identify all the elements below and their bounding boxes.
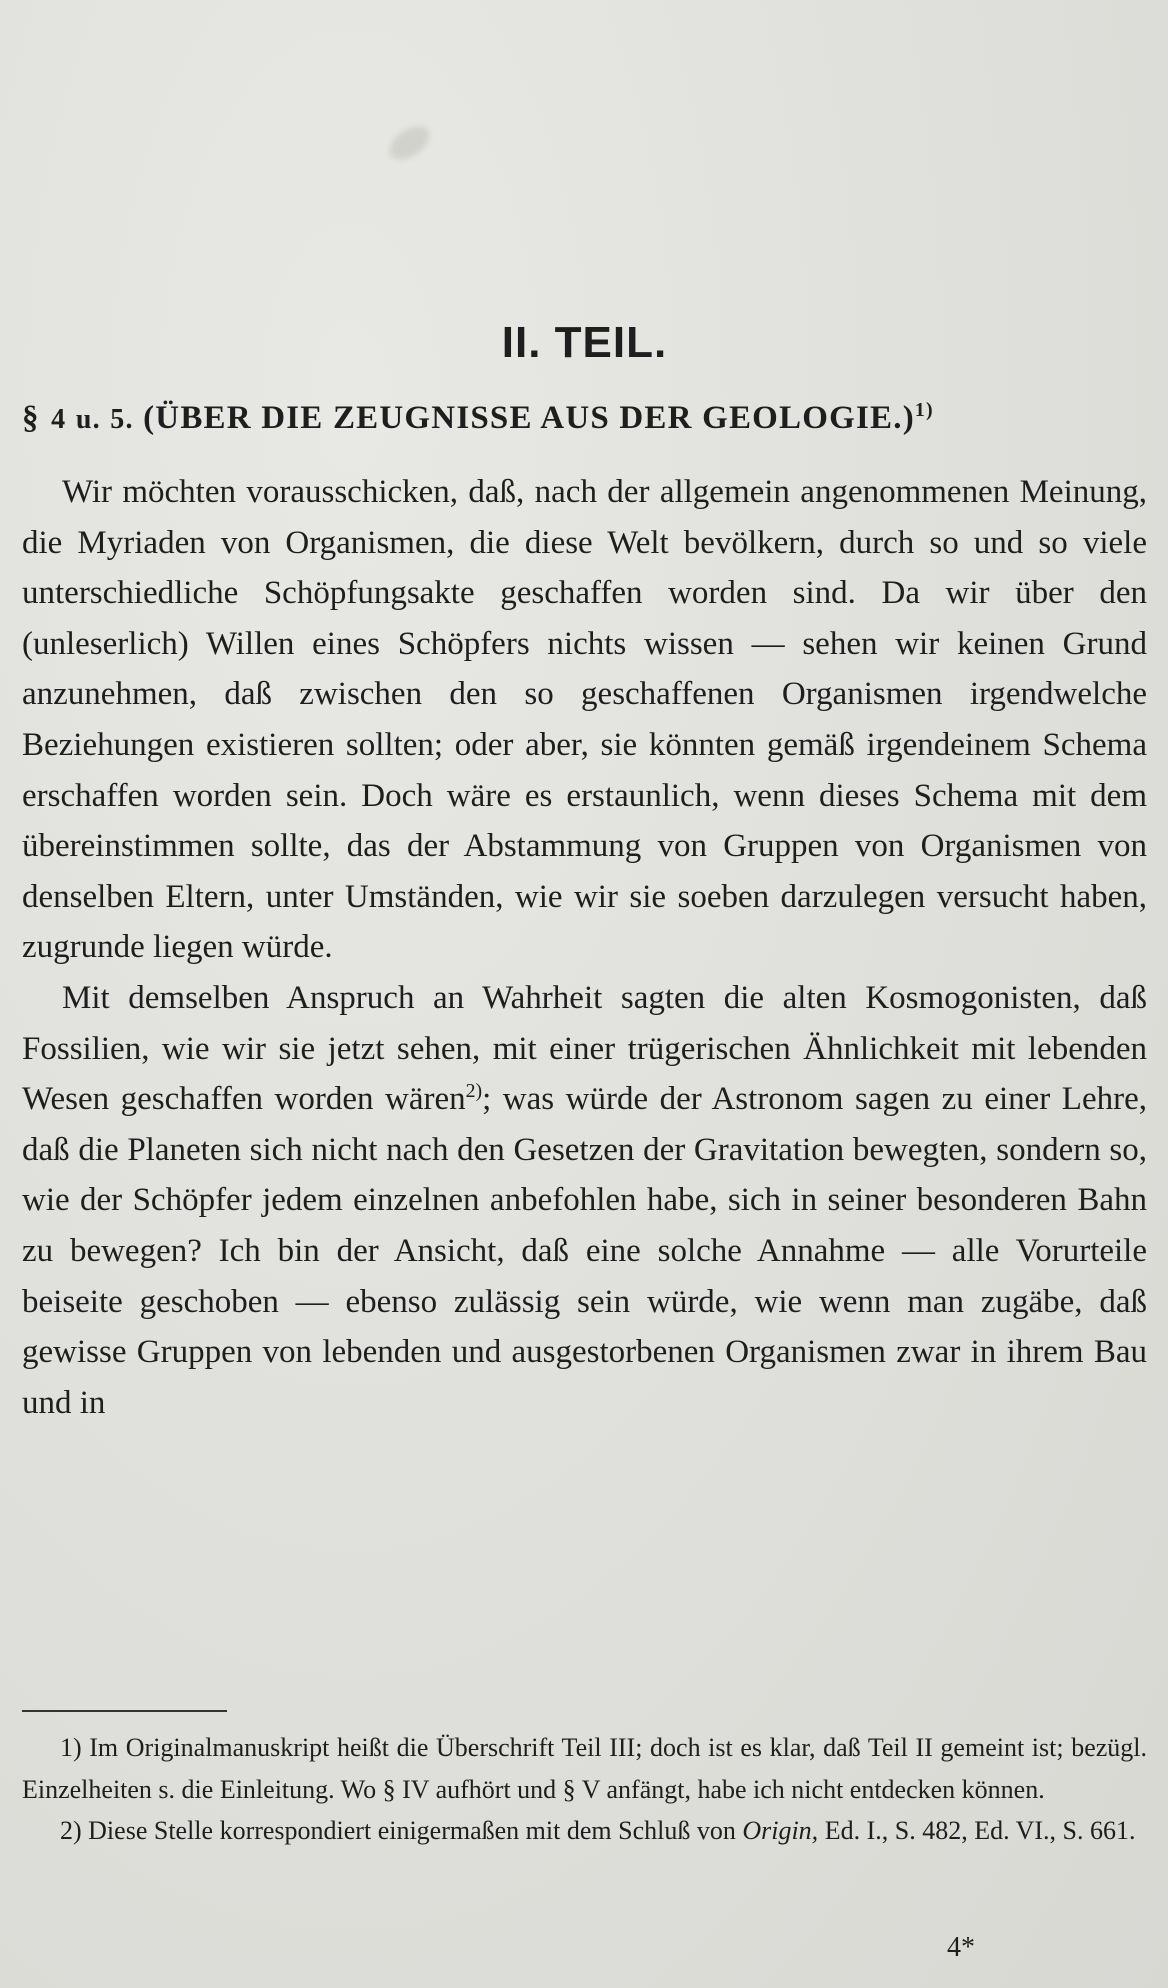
section-title: (ÜBER DIE ZEUGNISSE AUS DER GEOLOGIE.) <box>143 400 915 436</box>
section-symbol: § <box>22 400 40 436</box>
part-title: II. TEIL. <box>501 318 668 367</box>
section-connector: u. <box>75 404 101 435</box>
footnote-divider <box>22 1710 227 1712</box>
section-number: 4 <box>51 404 67 435</box>
section-heading <box>22 400 1147 437</box>
document-page <box>22 0 1147 1988</box>
paper-smudge <box>384 119 436 166</box>
footnote-ref-2: 2) <box>465 1080 483 1103</box>
footnote-ref-1: 1) <box>914 399 934 421</box>
paragraph-1: Wir möchten vorausschicken, daß, nach der allgemein angenommenen Meinung, die Myriaden von Organismen, die diese Welt bevölkern, durch so und so viele unterschiedliche Schöpfungsakte geschaffen worden sind. Da wir über den (unleserlich) Willen eines Schöpfers nichts wissen — sehen wir keinen Grund anzunehmen, daß zwischen den so geschaffenen Organismen irgendwelche Beziehungen existieren sollten; oder aber, sie könnten gemäß irgendeinem Schema erschaffen worden sein. Doch wäre es erstaunlich, wenn dieses Schema mit dem übereinstimmen sollte, das der Abstammung von Gruppen von Organismen von denselben Eltern, unter Umständen, wie wir sie soeben darzulegen versucht haben, zugrunde liegen würde. <box>22 474 1147 966</box>
paragraph-2 <box>22 973 1147 1428</box>
footnote-1: 1) Im Originalmanuskript heißt die Überschrift Teil III; doch ist es klar, daß Teil II gemeint ist; bezügl. Einzelheiten s. die Einleitung. Wo § IV aufhört und § V anfängt, habe ich nicht entdecken können. <box>22 1733 1147 1804</box>
footnote-2 <box>22 1810 1147 1852</box>
footnote-2-italic: Origin, <box>742 1816 819 1845</box>
paragraph-2-text-a: Mit demselben Anspruch an Wahrheit sagten die alten Kosmogonisten, daß Fossilien, wie wir sie jetzt sehen, mit einer trügerischen Ähnlichkeit mit lebenden Wesen geschaffen worden wären <box>22 979 1147 1118</box>
footnote-2-text-a: 2) Diese Stelle korrespondiert einigermaßen mit dem Schluß von <box>60 1816 743 1845</box>
section-number-2: 5. <box>110 404 134 435</box>
footnote-2-text-b: Ed. I., S. 482, Ed. VI., S. 661. <box>818 1816 1136 1845</box>
body-text <box>22 467 1147 1428</box>
page-number: 4* <box>947 1932 975 1963</box>
paragraph-2-text-b: ; was würde der Astronom sagen zu einer Lehre, daß die Planeten sich nicht nach den Gesetzen der Gravitation bewegten, sondern so, wie der Schöpfer jedem einzelnen anbefohlen habe, sich in seiner besonderen Bahn zu bewegen? Ich bin der Ansicht, daß eine solche Annahme — alle Vorurteile beiseite geschoben — ebenso zulässig sein würde, wie wenn man zugäbe, daß gewisse Gruppen von lebenden und ausgestorbenen Organismen zwar in ihrem Bau und in <box>22 1081 1147 1421</box>
footnotes <box>22 1727 1147 1852</box>
